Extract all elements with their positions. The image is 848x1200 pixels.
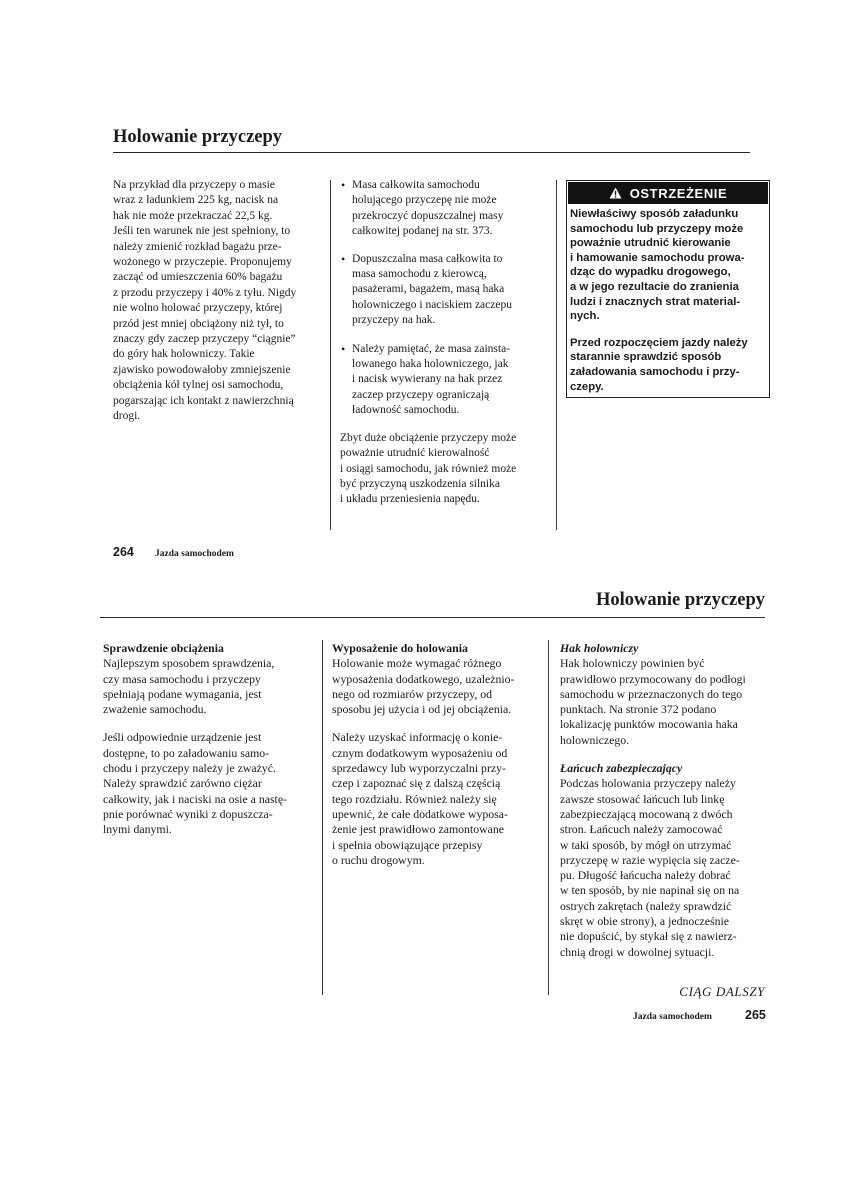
paragraph: Należy uzyskać informację o konie- cznym dodatkowym wyposażeniu od sprzedawcy lub wyporzyczalni przy- czep i zapoznać się z dalszą częścią tego rozdziału. Również należy się upewnić, że całe dodatkowe wyposa- żenie jest prawidłowo zamontowane i spełnia obowiązujące przepisy o ruchu drogowym. [332,730,508,867]
middle-column [332,641,514,868]
hitch-section [560,641,746,748]
warning-text: Niewłaściwy sposób załadunku samochodu lub przyczepy może poważnie utrudnić kierowanie i hamowanie samochodu prowa- dząc do wypadku drogowego, a w jego rezultacie do zranienia ludzi i znacznych strat material- nych. [570,208,745,323]
page-title-bottom: Holowanie przyczepy [595,590,765,610]
column-divider [322,640,323,995]
intro-paragraph: Na przykład dla przyczepy o masie wraz z ładunkiem 225 kg, nacisk na hak nie może przekraczać 22,5 kg. Jeśli ten warunek nie jest spełniony, to należy zmienić rozkład bagażu prze- wożonego w przyczepie. Proponujemy zacząć od umieszczenia 60% bagażu z przodu przyczepy i 40% z tyłu. Nigdy nie wolno holować przyczepy, której przód jest mniej obciążony niż tył, to znaczy gdy zaczep przyczepy “ciągnie” do góry hak holowniczy. Takie zjawisko powodowałoby zmniejszenie obciążenia kół tylnej osi samochodu, pogarszając ich kontakt z nawierzchnią drogi. [113,179,297,423]
paragraph: Podczas holowania przyczepy należy zawsze stosować łańcuch lub linkę zabezpieczającą mocowaną z dwóch stron. Łańcuch należy zamocować w taki sposób, by mógł on utrzymać przyczepę w razie wypięcia się zacze- pu. Długość łańcucha należy dobrać w ten sposób, by nie napinał się on na ostrych zakrętach (należy sprawdzić skręt w obie strony), a jednocześnie nie dopuścić, by stykał się z nawierz- chnią drogi w dowolnej sytuacji. [560,776,740,959]
warning-title: OSTRZEŻENIE [629,185,728,201]
title-rule-bottom [100,617,765,618]
section-heading: Łańcuch zabezpieczający [560,761,683,776]
page-number: 265 [745,1008,766,1022]
title-rule-top [113,152,750,153]
right-column [560,641,746,960]
page-title-top: Holowanie przyczepy [113,127,283,147]
paragraph: Najlepszym sposobem sprawdzenia, czy masa samochodu i przyczepy spełniają podane wymagania, jest zważenie samochodu. [103,656,275,717]
left-column [103,641,287,838]
column-divider [556,180,557,530]
section-label: Jazda samochodem [633,1012,712,1022]
column-divider [548,640,549,995]
section-heading: Hak holowniczy [560,641,639,655]
safety-chain-section [560,761,746,960]
paragraph: Holowanie może wymagać różnego wyposażenia dodatkowego, uzależnio- nego od rozmiarów przyczepy, od sposobu jej użycia i od jej obciążenia. [332,656,515,717]
middle-column [340,178,516,508]
paragraph: Jeśli odpowiednie urządzenie jest dostępne, to po załadowaniu samo- chodu i przyczepy należy je zważyć. Należy sprawdzić zarówno ciężar całkowity, jak i naciski na osie a nastę- pnie porównać wyniki z dopuszcza- lnymi danymi. [103,730,287,837]
overload-paragraph: Zbyt duże obciążenie przyczepy może poważnie utrudnić kierowalność i osiągi samochodu, jak również może być przyczyną uszkodzenia silnika i układu przeniesienia napędu. [340,431,517,506]
page-number: 264 [113,545,134,559]
bullet-item: • Dopuszczalna masa całkowita to masa samochodu z kierowcą, pasażerami, bagażem, masą haka holowniczego i naciskiem zaczepu przyczepy na hak. [340,252,516,329]
warning-header [568,182,768,204]
warning-triangle-icon [609,187,622,199]
bullet-item: • Masa całkowita samochodu holującego przyczepę nie może przekroczyć dopuszczalnej masy całkowitej podanej na str. 373. [340,178,516,240]
paragraph: Hak holowniczy powinien być prawidłowo przymocowany do podłogi samochodu w przeznaczonych do tego punktach. Na stronie 372 podano lokalizację punktów mocowania haka holowniczego. [560,656,746,747]
bullet-item: • Należy pamiętać, że masa zainsta- lowanego haka holowniczego, jak i nacisk wywierany na hak przez zaczep przyczepy ograniczają ładowność samochodu. [340,342,516,419]
section-label: Jazda samochodem [155,549,234,559]
section-heading: Wyposażenie do holowania [332,641,468,655]
section-heading: Sprawdzenie obciążenia [103,641,224,655]
warning-text: Przed rozpoczęciem jazdy należy starannie sprawdzić sposób załadowania samochodu i przy- czepy. [570,336,748,393]
column-divider [330,180,331,530]
continued-label: CIĄG DALSZY [679,984,765,999]
warning-box [566,180,770,398]
